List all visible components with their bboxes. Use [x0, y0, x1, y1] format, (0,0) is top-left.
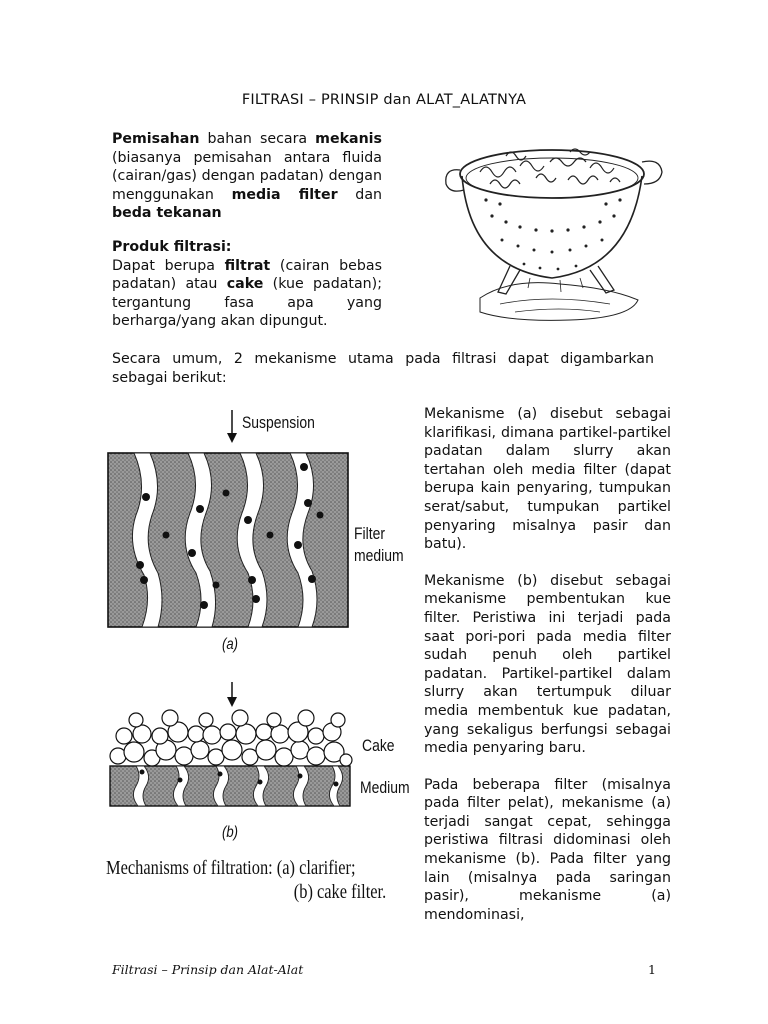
term-mekanis: mekanis — [315, 131, 382, 147]
arrow-down-icon — [227, 682, 237, 707]
colander-illustration — [440, 128, 668, 328]
produk-text-3: (kue padatan); tergantung fasa apa yang berharga/yang akan dipungut. — [112, 276, 382, 330]
intro-text-1: bahan secara — [199, 131, 316, 147]
page-title: FILTRASI – PRINSIP dan ALAT_ALATNYA — [241, 92, 527, 108]
label-medium: Medium — [360, 778, 410, 797]
intro-text-3: dan — [337, 186, 383, 203]
produk-section — [112, 238, 382, 331]
intro-text-2: (biasanya pemisahan antara fluida (cairan/gas) dengan padatan) dengan menggunakan — [112, 149, 382, 203]
term-beda-tekanan: beda tekanan — [112, 205, 222, 222]
produk-heading: Produk filtrasi: — [112, 239, 232, 255]
label-b: (b) — [222, 824, 239, 841]
term-pemisahan: Pemisahan — [112, 131, 200, 147]
produk-text-2: (cairan bebas padatan) atau — [112, 257, 382, 293]
label-suspension: Suspension — [242, 413, 315, 432]
mechanism-description — [424, 405, 671, 942]
term-cake: cake — [226, 276, 264, 293]
produk-text-1: Dapat berupa — [112, 257, 225, 274]
label-filter: Filter — [354, 524, 385, 543]
paragraph-dominance: Pada beberapa filter (misalnya pada filter pelat), mekanisme (a) terjadi sangat cepat, sehingga peristiwa filtrasi didominasi oleh mekanisme (b). Pada filter yang lain (misalnya pada saringan pasir), mekanisme (a) mendominasi, — [424, 776, 671, 923]
caption-line-1: Mechanisms of filtration: (a) clarifier; — [106, 857, 356, 879]
paragraph-mechanism-a: Mekanisme (a) disebut sebagai klarifikasi, dimana partikel-partikel padatan dalam slurry akan tertahan oleh media filter (dapat berupa kain penyaring, tumpukan serat/sabut, tumpukan partikel penyaring misalnya pasir dan batu). — [424, 406, 671, 553]
label-filter-medium: medium — [354, 546, 404, 565]
intro-paragraph — [112, 130, 382, 223]
paragraph-mechanism-b: Mekanisme (b) disebut sebagai mekanisme pembentukan kue filter. Peristiwa ini terjadi pada saat pori-pori pada media filter sudah penuh oleh partikel padatan. Partikel-partikel dalam slurry akan tertumpuk diluar media membentuk kue padatan, yang sekaligus berfungsi sebagai media penyaring baru. — [424, 572, 671, 757]
figure-b-cake-filter — [106, 680, 356, 810]
term-filtrat: filtrat — [224, 257, 271, 274]
figure-caption — [106, 856, 386, 904]
arrow-down-icon — [227, 410, 237, 443]
label-a: (a) — [222, 636, 239, 653]
general-paragraph: Secara umum, 2 mekanisme utama pada filtrasi dapat digambarkan sebagai berikut: — [112, 351, 654, 386]
label-cake: Cake — [362, 736, 395, 755]
page-number: 1 — [648, 962, 656, 977]
caption-line-2: (b) cake filter. — [293, 881, 387, 903]
figure-a-clarifier — [106, 405, 350, 630]
term-media-filter: media filter — [231, 186, 338, 203]
footer-title: Filtrasi – Prinsip dan Alat-Alat — [112, 962, 304, 977]
